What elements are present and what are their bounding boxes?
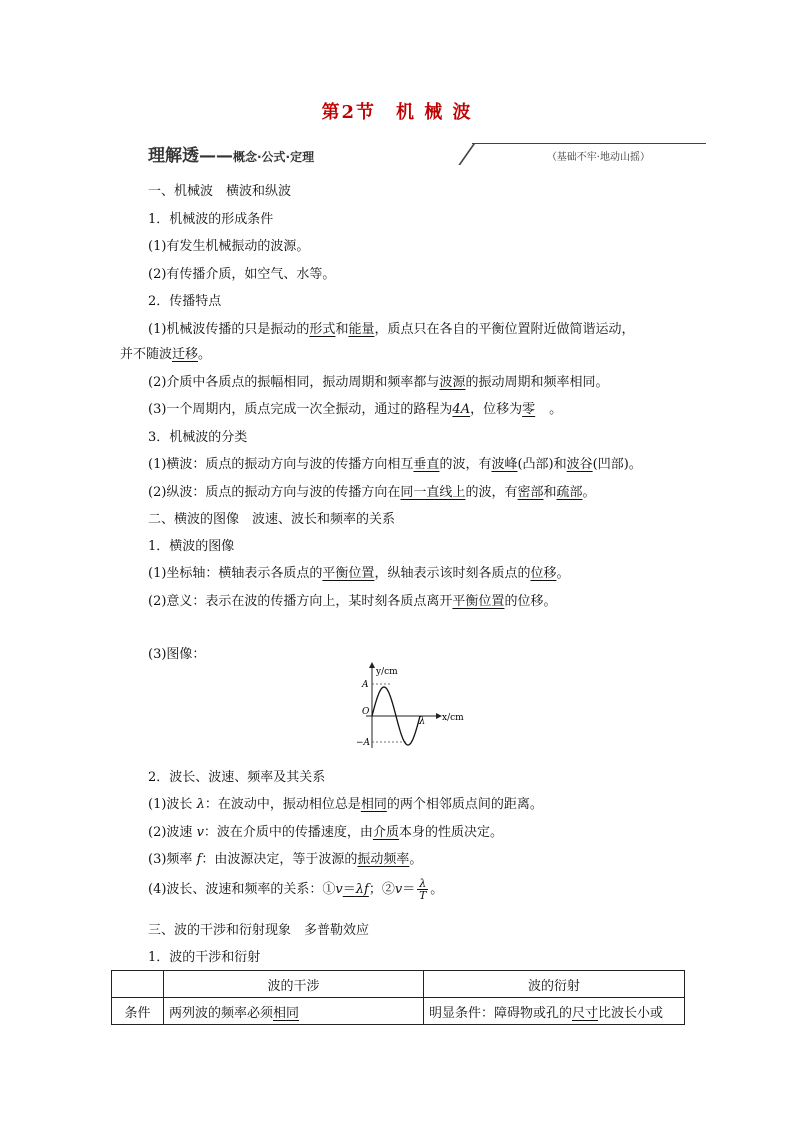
text-line: (3)一个周期内，质点完成一次全振动，通过的路程为4A，位移为零 。: [148, 402, 563, 417]
section-3-heading: 三、波的干涉和衍射现象 多普勒效应: [148, 923, 370, 938]
amplitude-label: A: [362, 680, 369, 690]
subsection-heading: 3．机械波的分类: [148, 430, 248, 445]
neg-amplitude-label: −A: [356, 738, 371, 748]
page-title: 第2节 机 械 波: [321, 102, 473, 123]
text-line: (1)波长 λ：在波动中，振动相位总是相同的两个相邻质点间的距离。: [148, 797, 543, 812]
blank-answer: 波峰: [491, 457, 518, 472]
blank-answer: 波源: [439, 375, 466, 390]
text-line: (2)有传播介质，如空气、水等。: [148, 267, 336, 282]
blank-answer: 形式: [309, 322, 336, 337]
blank-answer: λf: [355, 882, 369, 897]
blank-answer: 平衡位置: [322, 566, 375, 581]
blank-answer: 密部: [517, 485, 544, 500]
blank-answer: 波谷: [566, 457, 593, 472]
text-line: (4)波长、波速和频率的关系：①v＝λf；②v＝ $\frac{\lambda}{T}$ 。: [148, 877, 444, 902]
subsection-heading: 2．波长、波速、频率及其关系: [148, 770, 326, 785]
text-line: (1)坐标轴：横轴表示各质点的平衡位置，纵轴表示该时刻各质点的位移。: [148, 566, 570, 581]
subsection-heading: 2．传播特点: [148, 294, 222, 309]
blank-answer: 尺寸: [572, 1005, 599, 1021]
origin-label: O: [362, 707, 370, 717]
blank-answer: 平衡位置: [452, 594, 505, 609]
table-header-cell: 波的衍射: [424, 971, 685, 998]
blank-answer: 能量: [348, 322, 375, 337]
blank-answer: 同一直线上: [400, 485, 466, 500]
text-line: (2)波速 v：波在介质中的传播速度，由介质本身的性质决定。: [148, 825, 503, 840]
blank-answer: 相同: [360, 797, 387, 812]
table-header-cell: 波的干涉: [164, 971, 424, 998]
subsection-heading: 1．机械波的形成条件: [148, 212, 274, 227]
section-2-heading: 二、横波的图像 波速、波长和频率的关系: [148, 512, 396, 527]
banner-subtitle: （基础不牢·地动山摇）: [546, 152, 650, 163]
blank-answer: 4A: [452, 402, 471, 417]
table-cell: 明显条件：障碍物或孔的尺寸比波长小或: [424, 998, 685, 1025]
text-line: (3)频率 f：由波源决定，等于波源的振动频率。: [148, 852, 423, 867]
blank-answer: 介质: [372, 825, 399, 840]
section-banner: [148, 140, 706, 164]
subsection-heading: 1．波的干涉和衍射: [148, 950, 261, 965]
table-cell: [112, 971, 164, 998]
comparison-table: [111, 970, 685, 1025]
table-row: [112, 998, 685, 1025]
blank-answer: 疏部: [556, 485, 583, 500]
banner-slash: [458, 143, 475, 165]
table-cell: 两列波的频率必须相同: [164, 998, 424, 1025]
text-line: (2)意义：表示在波的传播方向上，某时刻各质点离开平衡位置的位移。: [148, 594, 557, 609]
text-line: (2)纵波：质点的振动方向与波的传播方向在同一直线上的波，有密部和疏部。: [148, 485, 596, 500]
table-header-row: [112, 971, 685, 998]
text-line: (1)有发生机械振动的波源。: [148, 239, 310, 254]
text-line: (1)机械波传播的只是振动的形式和能量，质点只在各自的平衡位置附近做简谐运动，: [148, 322, 635, 337]
blank-answer: 零: [522, 402, 536, 417]
subsection-heading: 1．横波的图像: [148, 539, 235, 554]
y-axis-arrow: [369, 662, 375, 668]
x-axis-label: x/cm: [442, 713, 464, 723]
blank-answer: 迁移: [172, 347, 199, 362]
table-cell: 条件: [112, 998, 164, 1025]
text-line: (1)横波：质点的振动方向与波的传播方向相互垂直的波，有波峰(凸部)和波谷(凹部)。: [148, 457, 642, 472]
blank-answer: 相同: [273, 1005, 300, 1021]
section-1-heading: 一、机械波 横波和纵波: [148, 184, 292, 199]
text-line: 并不随波迁移。: [120, 347, 212, 362]
blank-answer: 位移: [530, 566, 557, 581]
fraction: $\frac{\lambda}{T}$: [419, 877, 427, 902]
wavelength-label: λ: [419, 716, 426, 727]
banner-title: 理解透——概念·公式·定理: [148, 146, 315, 166]
banner-rule: [472, 143, 706, 144]
text-line: (3)图像：: [148, 647, 206, 662]
y-axis-label: y/cm: [376, 667, 398, 677]
blank-answer: 振动频率: [357, 852, 410, 867]
blank-answer: 垂直: [413, 457, 440, 472]
text-line: (2)介质中各质点的振幅相同，振动周期和频率都与波源的振动周期和频率相同。: [148, 375, 609, 390]
wave-graph: [352, 660, 468, 752]
